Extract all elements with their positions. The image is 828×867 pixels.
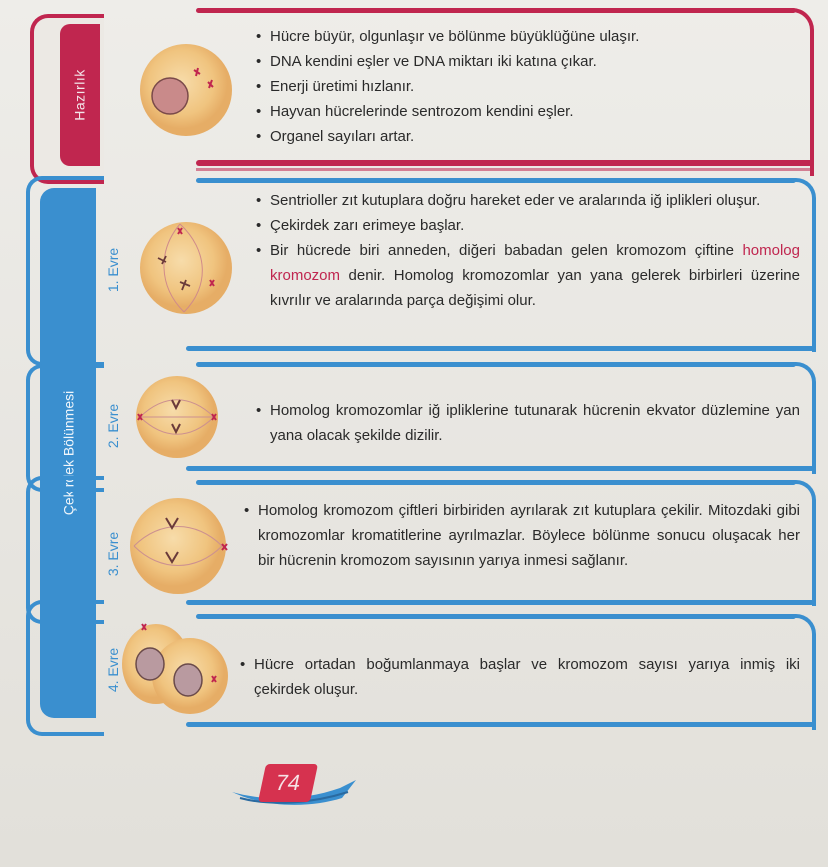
hazirlik-item: • Hücre büyür, olgunlaşır ve bölünme büyüklüğüne ulaşır. — [256, 24, 796, 49]
evre-3-bottom-line — [186, 600, 814, 605]
evre-1-item: • Sentrioller zıt kutuplara doğru hareket eder ve aralarında iğ iplikleri oluşur. — [256, 188, 800, 213]
evre-2-item: • Homolog kromozomlar iğ ipliklerine tutunarak hücrenin ekvator düzlemine yan yana olacak şekilde dizilir. — [256, 398, 800, 448]
evre-2-list — [256, 398, 800, 448]
evre-1-item: • Bir hücrede biri anneden, diğeri babadan gelen kromozom çiftine homolog kromozom denir. Homolog kromozomlar yan yana gelerek birbirleri üzerine kıvrılır ve aralarında parça değişimi olur. — [256, 238, 800, 313]
evre-4-tab-frame — [26, 600, 104, 736]
interphase-cell-illustration — [138, 42, 234, 138]
evre-1-bottom-line — [186, 346, 814, 351]
evre-2-tab-frame — [26, 364, 104, 492]
evre-3-label: 3. Evre — [105, 531, 122, 577]
hazirlik-item: • DNA kendini eşler ve DNA miktarı iki katına çıkar. — [256, 49, 796, 74]
evre-1-label: 1. Evre — [105, 247, 122, 293]
hazirlik-label: Hazırlık — [72, 69, 89, 121]
evre-4-bottom-line — [186, 722, 814, 727]
evre-2-bottom-line — [186, 466, 814, 471]
evre-1-item: • Çekirdek zarı erimeye başlar. — [256, 213, 800, 238]
evre-4-label: 4. Evre — [105, 647, 122, 693]
homolog-kromozom-term: homolog kromozom — [270, 242, 800, 284]
evre-1-list — [256, 188, 800, 313]
anaphase-cell-illustration — [126, 494, 230, 598]
hazirlik-item: • Organel sayıları artar. — [256, 124, 796, 149]
hazirlik-item: • Enerji üretimi hızlanır. — [256, 74, 796, 99]
evre-2-label: 2. Evre — [105, 403, 122, 449]
hazirlik-list — [256, 24, 796, 149]
evre-1-tab-frame — [26, 176, 104, 366]
evre-3-item: • Homolog kromozom çiftleri birbiriden ayrılarak zıt kutuplara çekilir. Mitozdaki gibi kromozomlar kromatitlerine ayrılmazlar. Böylece bölünme sonucu oluşacak her bir hücrenin kromozom sayısının yarıya inmesi sağlanır. — [244, 498, 800, 573]
page-number: 74 — [258, 764, 318, 802]
prophase-cell-illustration — [138, 220, 234, 316]
hazirlik-bottom-line — [196, 160, 814, 166]
evre-4-list — [240, 652, 800, 702]
hazirlik-item: • Hayvan hücrelerinde sentrozom kendini eşler. — [256, 99, 796, 124]
telophase-cells-illustration — [120, 618, 230, 718]
cekirdek-bolunmesi-label: Çekirdek Bölünmesi — [60, 390, 76, 516]
metaphase-cell-illustration — [134, 374, 220, 460]
hazirlik-bottom-line-2 — [196, 168, 814, 171]
evre-3-list — [244, 498, 800, 573]
evre-4-item: • Hücre ortadan boğumlanmaya başlar ve kromozom sayısı yarıya inmiş iki çekirdek oluşur. — [240, 652, 800, 702]
